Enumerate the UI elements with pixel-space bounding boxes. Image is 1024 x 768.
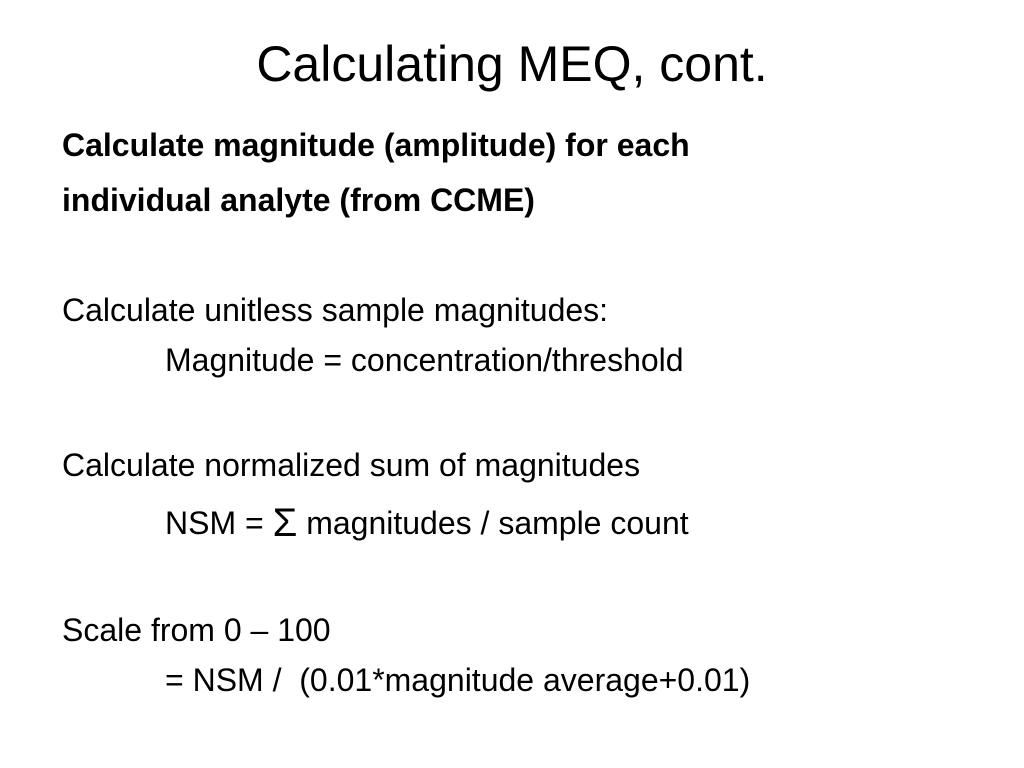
slide-title: Calculating MEQ, cont. bbox=[256, 36, 768, 92]
section2-text: Calculate normalized sum of magnitudes bbox=[62, 447, 641, 483]
nsm-prefix: NSM = bbox=[165, 505, 273, 541]
heading-line-2: individual analyte (from CCME) bbox=[62, 182, 535, 218]
section2-formula bbox=[165, 503, 1024, 543]
section3-formula: = NSM / (0.01*magnitude average+0.01) bbox=[165, 662, 751, 698]
nsm-suffix: magnitudes / sample count bbox=[297, 505, 689, 541]
section1-text: Calculate unitless sample magnitudes: bbox=[62, 292, 609, 328]
heading-line-1: Calculate magnitude (amplitude) for each bbox=[62, 127, 690, 163]
sigma-symbol: Σ bbox=[272, 501, 298, 545]
section3-text: Scale from 0 – 100 bbox=[62, 612, 331, 648]
section1-formula: Magnitude = concentration/threshold bbox=[165, 342, 684, 378]
